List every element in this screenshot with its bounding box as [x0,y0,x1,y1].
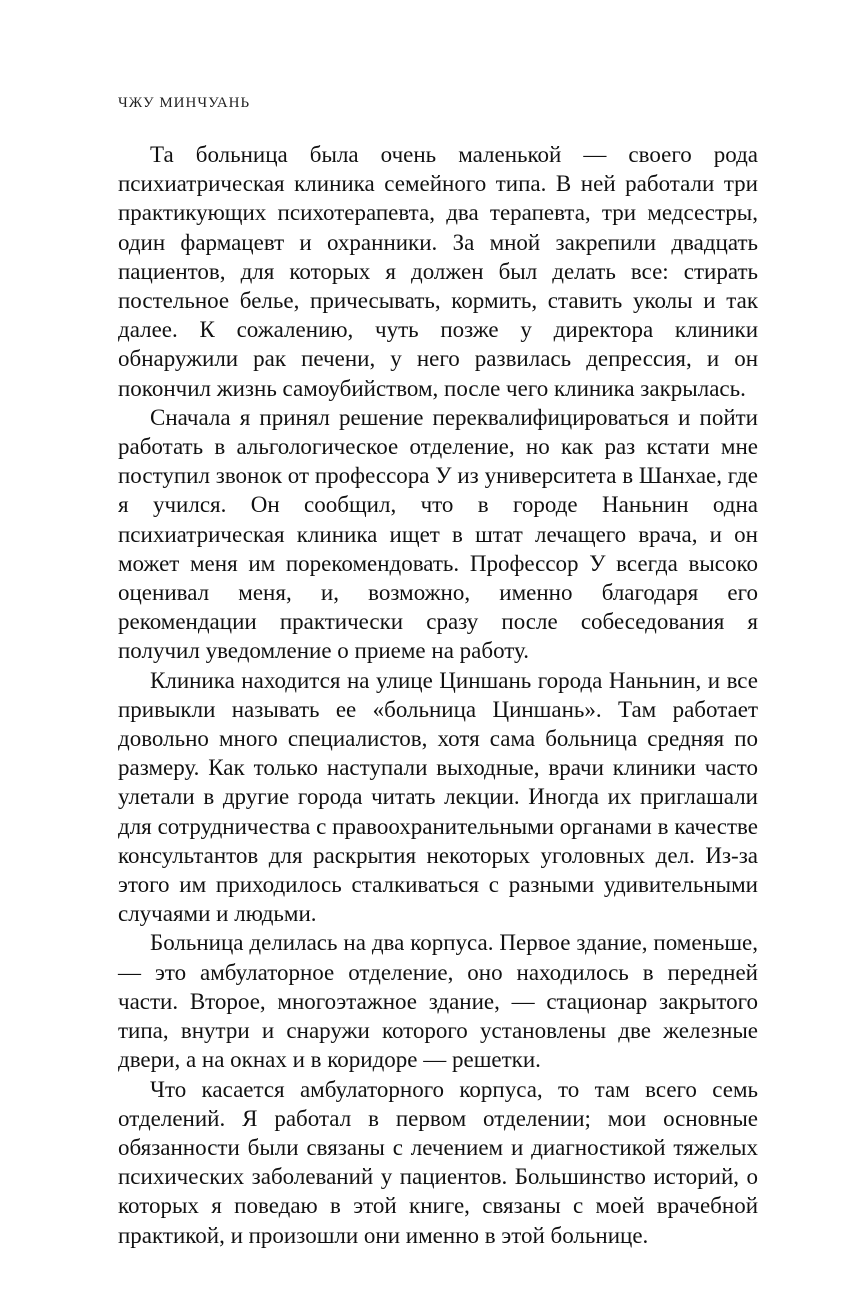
running-head: ЧЖУ МИНЧУАНЬ [118,95,251,111]
paragraph: Сначала я принял решение переквалифицироваться и пойти работать в альгологическое отделение, но как раз кстати мне поступил звонок от профессора У из университета в Шанхае, где я учился. Он сообщил, что в городе Наньнин одна психиатрическая клиника ищет в штат лечащего врача, и он может меня им порекомендовать. Профессор У всегда высоко оценивал меня, и, возможно, именно благодаря его рекомендации практически сразу после собеседования я получил уведомление о приеме на работу. [118,404,758,664]
paragraph: Что касается амбулаторного корпуса, то там всего семь отделений. Я работал в первом отделении; мои основные обязанности были связаны с лечением и диагностикой тяжелых психических заболеваний у пациентов. Большинство историй, о которых я поведаю в этой книге, связаны с моей врачебной практикой, и произошли они именно в этой больнице. [118,1076,758,1248]
paragraph: Больница делилась на два корпуса. Первое здание, поменьше, — это амбулаторное отделение, оно находилось в передней части. Второе, многоэтажное здание, — стационар закрытого типа, внутри и снаружи которого установлены две железные двери, а на окнах и в коридоре — решетки. [118,930,758,1073]
paragraph: Та больница была очень маленькой — своего рода психиатрическая клиника семейного типа. В ней работали три практикующих психотерапевта, два терапевта, три медсестры, один фармацевт и охранники. За мной закрепили двадцать пациентов, для которых я должен был делать все: стирать постельное белье, причесывать, кормить, ставить уколы и так далее. К сожалению, чуть позже у директора клиники обнаружили рак печени, у него развилась депрессия, и он покончил жизнь самоубийством, после чего клиника закрылась. [118,142,758,401]
body-text [118,140,758,1250]
paragraph: Клиника находится на улице Циншань города Наньнин, и все привыкли называть ее «больница Циншань». Там работает довольно много специалистов, хотя сама больница средняя по размеру. Как только наступали выходные, врачи клиники часто улетали в другие города читать лекции. Иногда их приглашали для сотрудничества с правоохранительными органами в качестве консультантов для раскрытия некоторых уголовных дел. Из-за этого им приходилось сталкиваться с разными удивительными случаями и людьми. [118,667,758,927]
